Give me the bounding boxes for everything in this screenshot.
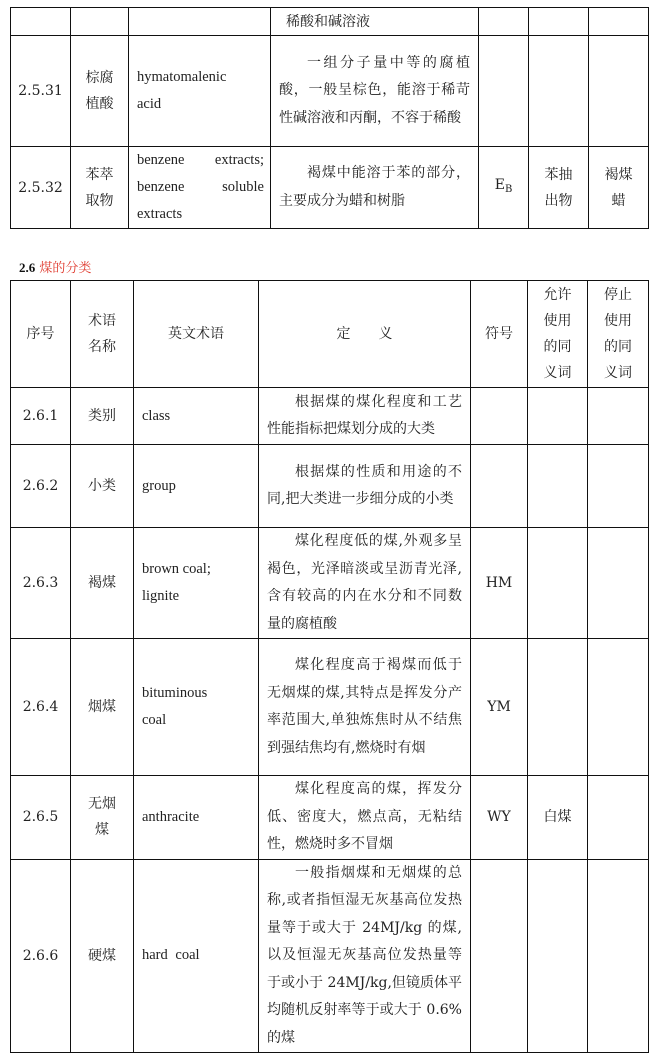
term-symbol: HM: [471, 528, 528, 639]
term-name: 棕腐植酸: [71, 36, 129, 147]
term-definition: 稀酸和碱溶液: [271, 8, 479, 36]
table-header-row: [11, 281, 649, 388]
term-name: 苯萃取物: [71, 147, 129, 229]
deprecated-synonym: [588, 776, 649, 860]
allowed-synonym: [528, 639, 588, 776]
table-row: [11, 388, 649, 445]
deprecated-synonym: 褐煤蜡: [589, 147, 649, 229]
term-definition: 褐煤中能溶于苯的部分，主要成分为蜡和树脂: [271, 147, 479, 229]
term-definition: 煤化程度低的煤,外观多呈褐色，光泽暗淡或呈沥青光泽,含有较高的内在水分和不同数量的腐植酸: [259, 528, 471, 639]
term-symbol: [479, 36, 529, 147]
column-header-english: 英文术语: [134, 281, 259, 388]
table-row: [11, 8, 649, 36]
term-symbol: [479, 147, 529, 229]
deprecated-synonym: [588, 639, 649, 776]
term-symbol: [471, 859, 528, 1053]
term-definition: 根据煤的煤化程度和工艺性能指标把煤划分成的大类: [259, 388, 471, 445]
english-term: hymatomalenic acid: [129, 36, 271, 147]
table-row: [11, 639, 649, 776]
symbol-subscript: B: [504, 184, 513, 195]
allowed-synonym: [529, 36, 589, 147]
term-name: 硬煤: [71, 859, 134, 1053]
column-header-term-name: 术语名称: [71, 281, 134, 388]
term-definition: 一组分子量中等的腐植酸，一般呈棕色，能溶于稀苛性碱溶液和丙酮，不容于稀酸: [271, 36, 479, 147]
term-number: 2.5.32: [11, 147, 71, 229]
section-number: 2.6: [19, 260, 36, 275]
table-row: [11, 776, 649, 860]
column-header-symbol: 符号: [471, 281, 528, 388]
allowed-synonym: [528, 388, 588, 445]
table-row: [11, 36, 649, 147]
english-term: benzene extracts; benzene soluble extracts: [129, 147, 271, 229]
term-number: 2.6.6: [11, 859, 71, 1053]
section-heading: [19, 259, 91, 278]
term-number: 2.6.3: [11, 528, 71, 639]
allowed-synonym: [528, 445, 588, 528]
english-term: hard coal: [134, 859, 259, 1053]
deprecated-synonym: [589, 8, 649, 36]
deprecated-synonym: [588, 388, 649, 445]
allowed-synonym: 白煤: [528, 776, 588, 860]
table-row: [11, 859, 649, 1053]
table-row: [11, 445, 649, 528]
table-row: [11, 528, 649, 639]
term-name: [71, 8, 129, 36]
term-name: 烟煤: [71, 639, 134, 776]
english-term: bituminous coal: [134, 639, 259, 776]
term-number: 2.6.4: [11, 639, 71, 776]
term-definition: 根据煤的性质和用途的不同,把大类进一步细分成的小类: [259, 445, 471, 528]
term-definition: 一般指烟煤和无烟煤的总称,或者指恒湿无灰基高位发热量等于或大于 24MJ/kg 的煤,以及恒湿无灰基高位发热量等于或小于 24MJ/kg,但镜质体平均随机反射率等于或大于 0.6%的煤: [259, 859, 471, 1053]
column-header-deprecated-synonym: 停止使用的同义词: [588, 281, 649, 388]
allowed-synonym: 苯抽出物: [529, 147, 589, 229]
table-row: [11, 147, 649, 229]
allowed-synonym: [528, 528, 588, 639]
english-term: class: [134, 388, 259, 445]
term-symbol: YM: [471, 639, 528, 776]
term-number: 2.5.31: [11, 36, 71, 147]
coal-terms-table-continued: [10, 7, 649, 229]
english-term: [129, 8, 271, 36]
allowed-synonym: [529, 8, 589, 36]
english-term: anthracite: [134, 776, 259, 860]
term-name: 褐煤: [71, 528, 134, 639]
column-header-definition: 定 义: [259, 281, 471, 388]
term-symbol: WY: [471, 776, 528, 860]
english-term: brown coal; lignite: [134, 528, 259, 639]
term-symbol: [479, 8, 529, 36]
term-definition: 煤化程度高于褐煤而低于无烟煤的煤,其特点是挥发分产率范围大,单独炼焦时从不结焦到强结焦均有,燃烧时有烟: [259, 639, 471, 776]
term-name: 类别: [71, 388, 134, 445]
deprecated-synonym: [588, 528, 649, 639]
allowed-synonym: [528, 859, 588, 1053]
section-title: 煤的分类: [39, 261, 92, 276]
term-name: 无烟煤: [71, 776, 134, 860]
term-number: 2.6.5: [11, 776, 71, 860]
term-number: [11, 8, 71, 36]
term-name: 小类: [71, 445, 134, 528]
term-symbol: [471, 445, 528, 528]
term-symbol: [471, 388, 528, 445]
deprecated-synonym: [588, 445, 649, 528]
term-number: 2.6.1: [11, 388, 71, 445]
english-term: group: [134, 445, 259, 528]
symbol-base: E: [494, 177, 505, 193]
coal-classification-table: [10, 280, 649, 1053]
deprecated-synonym: [589, 36, 649, 147]
column-header-allowed-synonym: 允许使用的同义词: [528, 281, 588, 388]
column-header-number: 序号: [11, 281, 71, 388]
term-number: 2.6.2: [11, 445, 71, 528]
term-definition: 煤化程度高的煤，挥发分低、密度大，燃点高，无粘结性，燃烧时多不冒烟: [259, 776, 471, 860]
deprecated-synonym: [588, 859, 649, 1053]
